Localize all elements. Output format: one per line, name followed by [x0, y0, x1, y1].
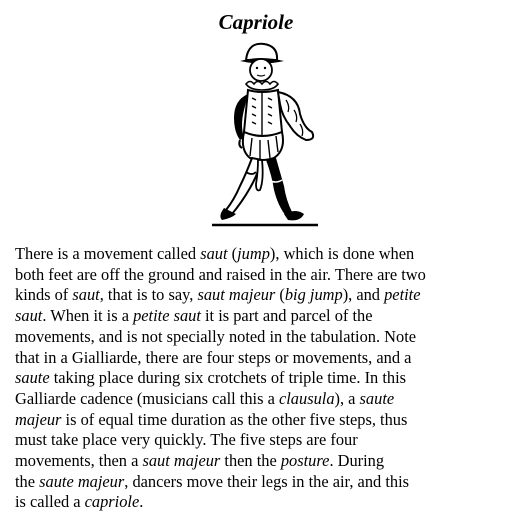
italic-run: saute [359, 388, 395, 408]
dancer-illustration-icon [200, 40, 330, 230]
text-run: . [139, 492, 144, 512]
italic-run: saut [72, 285, 100, 305]
text-line [15, 410, 509, 431]
text-run: Galliarde cadence (musicians call this a [15, 388, 279, 408]
text-line [15, 430, 509, 451]
text-line [15, 472, 509, 493]
text-line [15, 327, 509, 348]
body-paragraph [15, 244, 509, 513]
italic-run: jump [237, 244, 270, 263]
italic-run: big jump [284, 285, 343, 305]
text-run: . When it is a [42, 306, 134, 326]
page-title: Capriole [218, 10, 294, 34]
text-run: movements, then a [15, 451, 143, 471]
text-run: ), which is done when [269, 244, 415, 263]
text-line [15, 285, 509, 306]
text-run: kinds of [15, 285, 73, 305]
text-run: movements, and is not specially noted in the tabulation. Note [15, 326, 417, 346]
text-run: ), a [334, 388, 360, 408]
text-line [15, 244, 509, 265]
text-run: . During [329, 451, 385, 471]
italic-run: saut [200, 244, 228, 263]
text-line [15, 389, 509, 410]
italic-run: petite [384, 285, 421, 305]
italic-run: petite saut [133, 306, 201, 326]
italic-run: capriole [84, 492, 140, 512]
text-run: ( [227, 244, 238, 263]
italic-run: saut [15, 306, 43, 326]
text-run: that in a Gialliarde, there are four steps or movements, and a [15, 347, 412, 367]
text-run: There is a movement called [15, 244, 201, 263]
italic-run: posture [280, 451, 330, 471]
text-run: must take place very quickly. The five steps are four [15, 430, 358, 450]
italic-run: saute [15, 368, 50, 388]
text-run: ( [275, 285, 285, 305]
italic-run: saut majeur [142, 451, 221, 471]
text-line [15, 368, 509, 389]
text-run: it is part and parcel of the [200, 306, 373, 326]
text-line [15, 306, 509, 327]
text-run: is of equal time duration as the other five steps, thus [61, 409, 408, 429]
text-run: , dancers move their legs in the air, and this [124, 471, 409, 491]
text-line [15, 451, 509, 472]
italic-run: clausula [278, 388, 335, 408]
text-line [15, 265, 509, 286]
text-line [15, 492, 509, 513]
text-run: both feet are off the ground and raised in the air. There are two [15, 264, 426, 284]
text-run: , that is to say, [99, 285, 198, 305]
italic-run: saut majeur [197, 285, 276, 305]
italic-run: saute majeur [39, 471, 125, 491]
text-run: taking place during six crotchets of triple time. In this [49, 368, 407, 388]
text-run: the [15, 471, 40, 491]
text-run: is called a [15, 492, 85, 512]
italic-run: majeur [15, 409, 62, 429]
text-run: ), and [342, 285, 385, 305]
text-run: then the [220, 451, 281, 471]
text-line [15, 348, 509, 369]
